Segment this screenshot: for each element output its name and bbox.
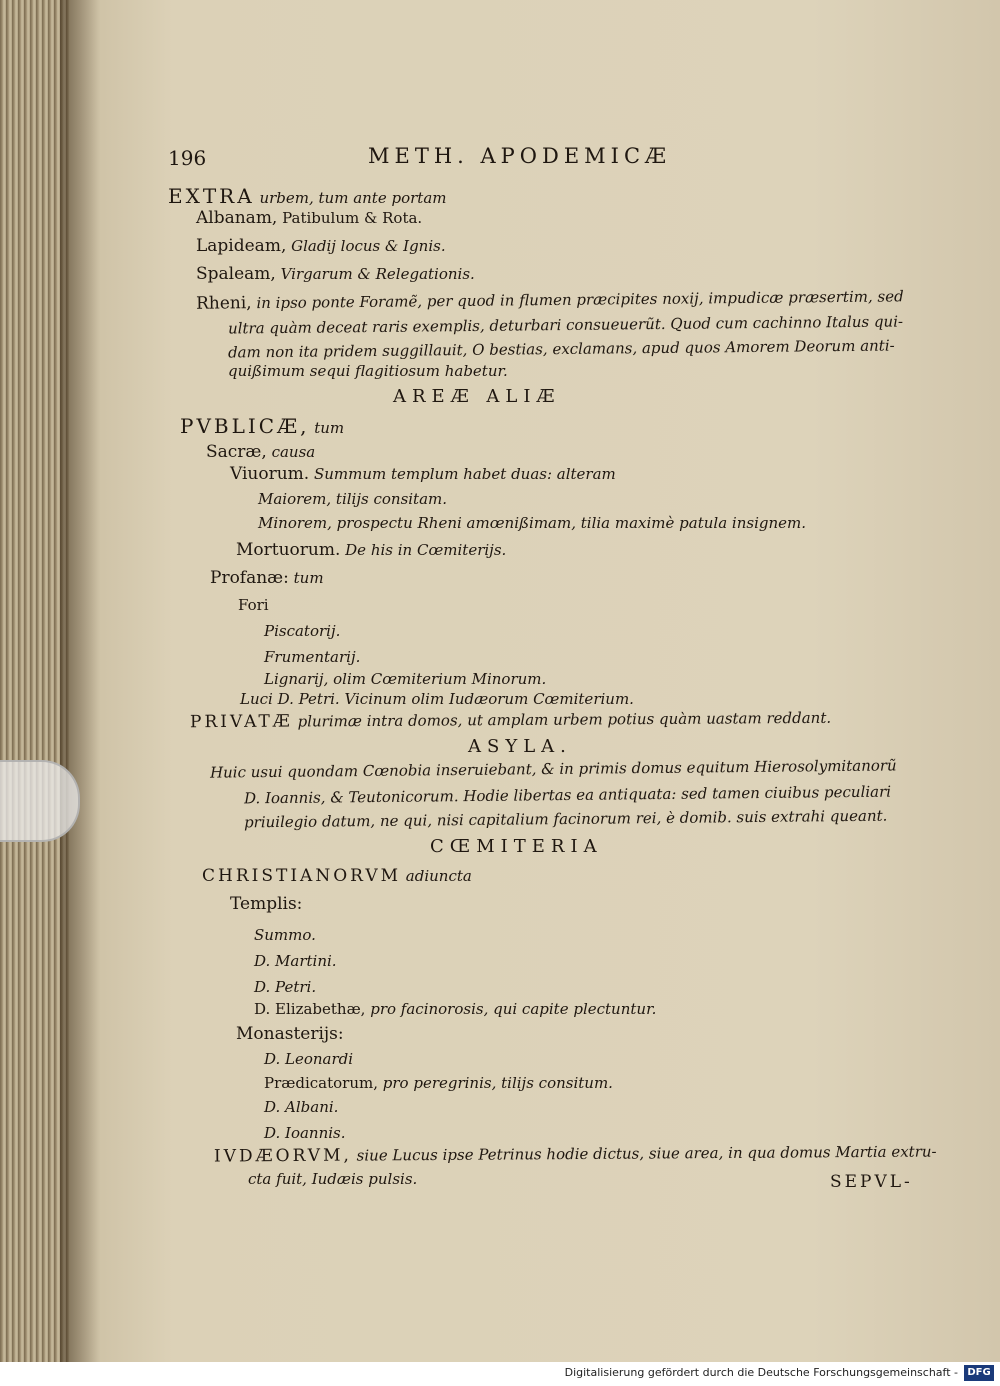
line: Viuorum. Summum templum habet duas: alteram	[230, 464, 616, 484]
line: Maiorem, tilijs consitam.	[258, 490, 448, 508]
gutter-shadow	[60, 0, 100, 1362]
footer-text: Digitalisierung gefördert durch die Deutsche Forschungsgemeinschaft -	[564, 1366, 958, 1379]
line: Summo.	[254, 926, 316, 944]
line: D. Albani.	[264, 1098, 339, 1116]
line: D. Ioannis, & Teutonicorum. Hodie libertas ea antiquata: sed tamen ciuibus peculiari	[243, 782, 892, 808]
line: D. Leonardi	[264, 1050, 354, 1068]
line: quißimum sequi flagitiosum habetur.	[228, 362, 508, 380]
line: Templis:	[230, 894, 303, 914]
line: Fori	[238, 596, 269, 614]
line: Sacræ, causa	[206, 442, 316, 462]
digitization-footer	[0, 1362, 1000, 1386]
line: cta fuit, Iudæis pulsis.	[248, 1170, 418, 1188]
section-heading: ASYLA.	[468, 736, 572, 757]
line: Profanæ: tum	[210, 568, 324, 588]
dfg-logo: DFG	[964, 1365, 994, 1381]
line: D. Petri.	[254, 978, 317, 996]
line: Albanam, Patibulum & Rota.	[196, 208, 423, 228]
line: Mortuorum. De his in Cœmiterijs.	[236, 540, 507, 560]
page-number: 196	[168, 146, 207, 170]
line: PRIVATÆ plurimæ intra domos, ut amplam urbem potius quàm uastam reddant.	[189, 708, 832, 733]
line: IVDÆORVM, siue Lucus ipse Petrinus hodie dictus, siue area, in qua domus Martia extru-	[213, 1142, 937, 1167]
line: ultra quàm deceat raris exemplis, deturbari consueuerũt. Quod cum cachinno Italus qui-	[227, 312, 904, 338]
section-heading: CŒMITERIA	[430, 836, 603, 857]
line: Piscatorij.	[264, 622, 341, 640]
line: Rheni, in ipso ponte Foramẽ, per quod in flumen præcipites noxij, impudicæ præsertim, sed	[195, 287, 904, 314]
line: EXTRA urbem, tum ante portam	[168, 184, 447, 208]
catchword: SEPVL-	[830, 1172, 913, 1192]
line: Monasterijs:	[236, 1024, 344, 1044]
line: Spaleam, Virgarum & Relegationis.	[196, 264, 475, 284]
line: PVBLICÆ, tum	[180, 414, 345, 438]
line: Lignarij, olim Cœmiterium Minorum.	[264, 670, 547, 688]
line: dam non ita pridem suggillauit, O bestias, exclamans, apud quos Amorem Deorum anti-	[227, 336, 895, 362]
line: Luci D. Petri. Vicinum olim Iudæorum Cœmiterium.	[240, 690, 634, 708]
section-heading: AREÆ ALIÆ	[393, 386, 561, 407]
line: CHRISTIANORVM adiuncta	[202, 866, 472, 886]
line: D. Elizabethæ, pro facinorosis, qui capite plectuntur.	[254, 1000, 657, 1018]
line: Minorem, prospectu Rheni amœnißimam, tilia maximè patula insignem.	[258, 514, 806, 532]
line: Prædicatorum, pro peregrinis, tilijs consitum.	[264, 1074, 613, 1092]
line: priuilegio datum, ne qui, nisi capitalium facinorum rei, è domib. suis extrahi queant.	[243, 806, 888, 832]
book-clip	[0, 760, 80, 842]
line: D. Martini.	[254, 952, 337, 970]
line: Frumentarij.	[264, 648, 361, 666]
line: Lapideam, Gladij locus & Ignis.	[196, 236, 446, 256]
line: D. Ioannis.	[264, 1124, 346, 1142]
running-head: METH. APODEMICÆ	[368, 144, 672, 168]
line: Huic usui quondam Cœnobia inseruiebant, & in primis domus equitum Hierosolymitanorũ	[209, 756, 897, 782]
